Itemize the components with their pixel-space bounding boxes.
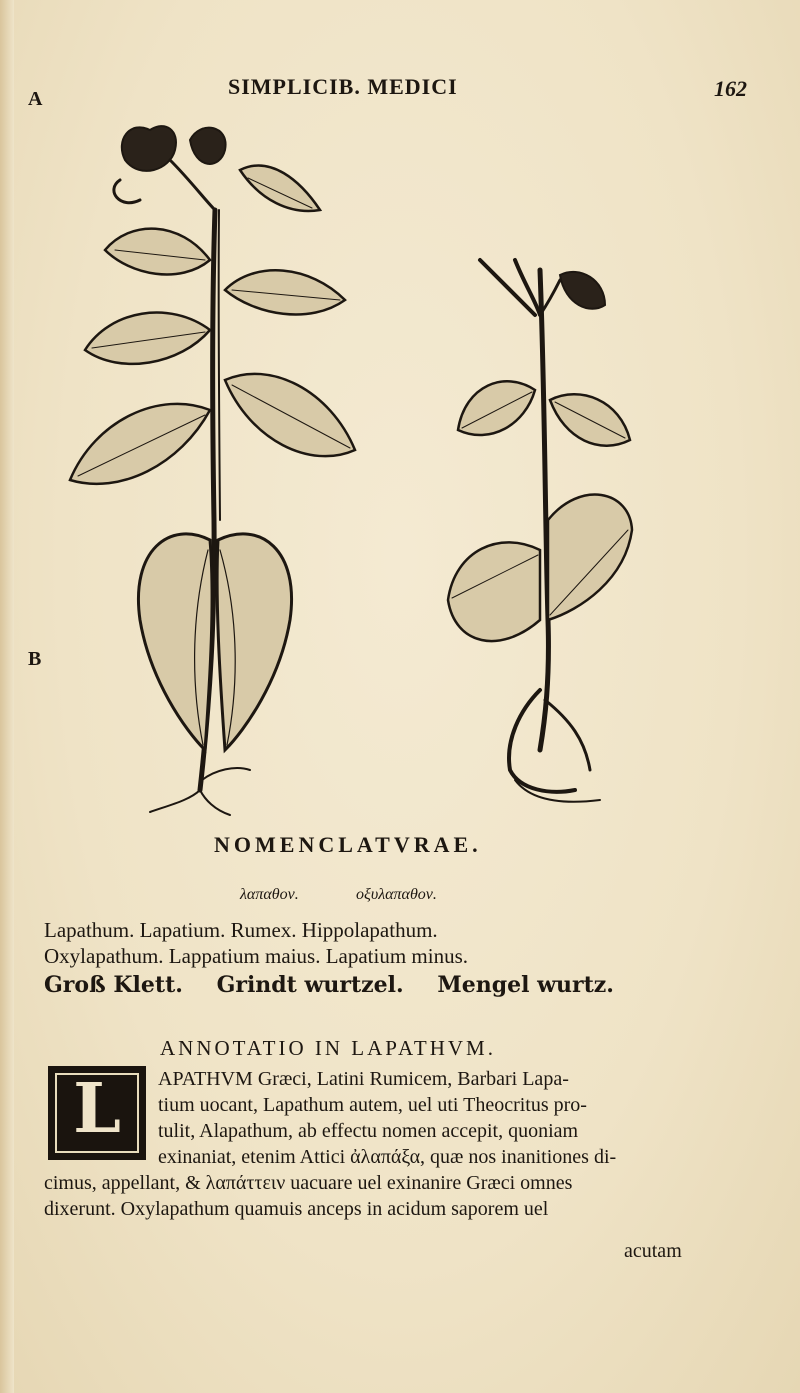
nomenclature-heading: NOMENCLATVRAE.: [214, 832, 482, 857]
german-name-2: Grindt wurtzel.: [216, 972, 404, 998]
right-plant-woodcut: [448, 260, 632, 802]
running-header: SIMPLICIB. MEDICI: [228, 74, 458, 99]
botanical-woodcut: [0, 100, 800, 820]
initial-letter: L: [73, 1069, 121, 1149]
greek-name-oxylapathon: οξυλαπαθον.: [356, 886, 437, 903]
latin-names-line-2: Oxylapathum. Lappatium maius. Lapatium minus.: [44, 944, 469, 968]
latin-names-line-1: Lapathum. Lapatium. Rumex. Hippolapathum.: [44, 918, 438, 942]
annotation-line-6: dixerunt. Oxylapathum quamuis anceps in acidum saporem uel: [44, 1198, 549, 1220]
margin-marker-b: B: [28, 648, 42, 670]
greek-name-lapathon: λαπαθον.: [240, 886, 299, 903]
annotation-line-3: tulit, Alapathum, ab effectu nomen accepit, quoniam: [158, 1120, 579, 1142]
german-name-3: Mengel wurtz.: [437, 972, 614, 998]
german-name-1: Groß Klett.: [44, 972, 183, 998]
german-names-line: [44, 972, 640, 998]
annotation-line-4: exinaniat, etenim Attici ἀλαπάξα, quæ nos inanitiones di-: [158, 1146, 617, 1168]
catchword: acutam: [624, 1240, 682, 1262]
page-number: 162: [714, 76, 747, 101]
margin-marker-a: A: [28, 88, 43, 110]
annotation-heading: ANNOTATIO IN LAPATHVM.: [160, 1036, 496, 1060]
annotation-line-5: cimus, appellant, & λαπάττειν uacuare uel exinanire Græci omnes: [44, 1172, 573, 1194]
annotation-line-2: tium uocant, Lapathum autem, uel uti Theocritus pro-: [158, 1094, 587, 1116]
left-plant-woodcut: [70, 126, 355, 815]
decorated-initial: [48, 1066, 146, 1160]
annotation-line-1: APATHVM Græci, Latini Rumicem, Barbari Lapa-: [158, 1068, 569, 1090]
